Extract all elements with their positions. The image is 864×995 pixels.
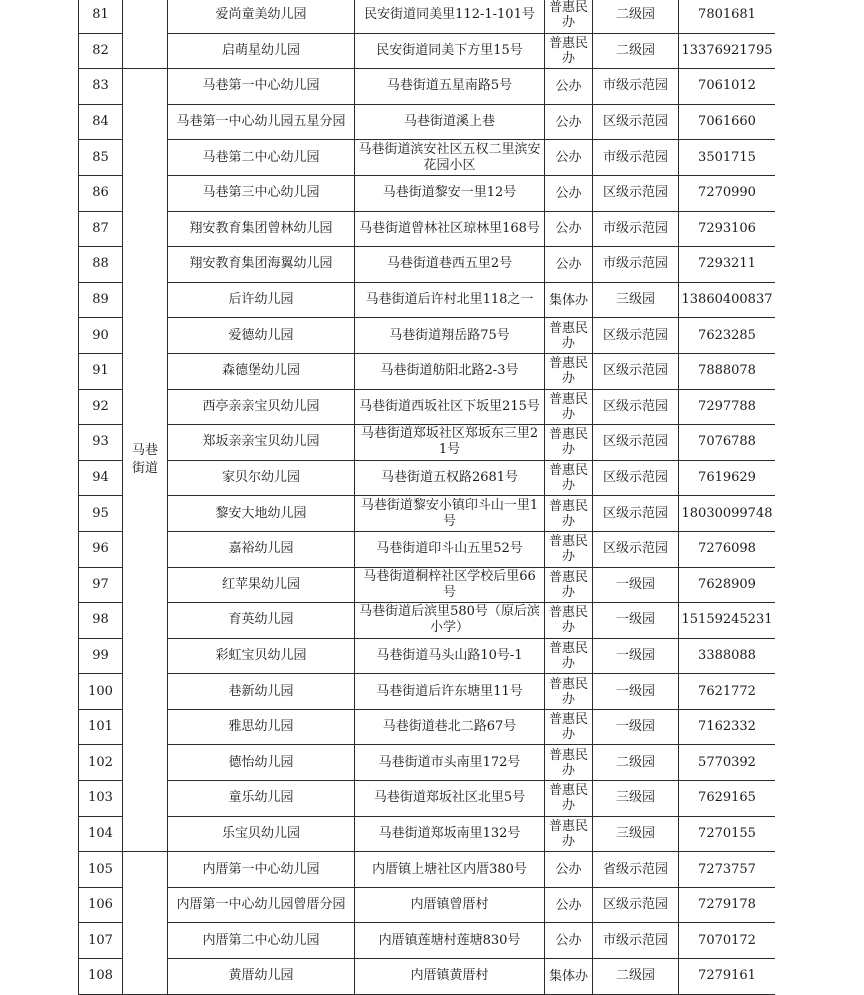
kindergarten-name: 马巷第一中心幼儿园五星分园 [168, 104, 355, 140]
kindergarten-address: 马巷街道郑坂社区北里5号 [355, 781, 545, 817]
kindergarten-name: 黄厝幼儿园 [168, 959, 355, 995]
kindergarten-level: 区级示范园 [593, 531, 679, 567]
phone-number: 7273757 [679, 852, 776, 888]
table-row [79, 674, 776, 710]
row-number: 95 [79, 496, 123, 532]
ownership-type: 公办 [545, 887, 593, 923]
kindergarten-name: 爱德幼儿园 [168, 318, 355, 354]
table-row [79, 318, 776, 354]
kindergarten-level: 区级示范园 [593, 887, 679, 923]
kindergarten-level: 一级园 [593, 603, 679, 639]
table-row [79, 104, 776, 140]
kindergarten-name: 乐宝贝幼儿园 [168, 816, 355, 852]
kindergarten-name: 巷新幼儿园 [168, 674, 355, 710]
ownership-type: 公办 [545, 852, 593, 888]
district-cell: 马巷街道 [123, 69, 168, 852]
row-number: 86 [79, 175, 123, 211]
ownership-type: 集体办 [545, 959, 593, 995]
table-row [79, 852, 776, 888]
kindergarten-level: 二级园 [593, 745, 679, 781]
kindergarten-name: 雅思幼儿园 [168, 709, 355, 745]
kindergarten-level: 区级示范园 [593, 175, 679, 211]
table-row [79, 638, 776, 674]
phone-number: 7629165 [679, 781, 776, 817]
phone-number: 15159245231 [679, 603, 776, 639]
table-row [79, 140, 776, 176]
kindergarten-address: 马巷街道黎安小镇印斗山一里1号 [355, 496, 545, 532]
table-row [79, 33, 776, 69]
phone-number: 7279161 [679, 959, 776, 995]
row-number: 97 [79, 567, 123, 603]
kindergarten-name: 嘉裕幼儿园 [168, 531, 355, 567]
table-row [79, 211, 776, 247]
phone-number: 3501715 [679, 140, 776, 176]
kindergarten-name: 森德堡幼儿园 [168, 353, 355, 389]
phone-number: 7628909 [679, 567, 776, 603]
table-row [79, 175, 776, 211]
district-cell [123, 852, 168, 994]
kindergarten-level: 区级示范园 [593, 425, 679, 461]
row-number: 92 [79, 389, 123, 425]
row-number: 108 [79, 959, 123, 995]
kindergarten-address: 内厝镇莲塘村莲塘830号 [355, 923, 545, 959]
kindergarten-name: 育英幼儿园 [168, 603, 355, 639]
table-row [79, 353, 776, 389]
kindergarten-name: 翔安教育集团海翼幼儿园 [168, 247, 355, 283]
ownership-type: 公办 [545, 69, 593, 105]
ownership-type: 公办 [545, 175, 593, 211]
kindergarten-address: 马巷街道后许村北里118之一 [355, 282, 545, 318]
table-body [79, 0, 776, 994]
kindergarten-address: 马巷街道黎安一里12号 [355, 175, 545, 211]
row-number: 81 [79, 0, 123, 33]
kindergarten-address: 马巷街道马头山路10号-1 [355, 638, 545, 674]
row-number: 85 [79, 140, 123, 176]
kindergarten-name: 内厝第二中心幼儿园 [168, 923, 355, 959]
phone-number: 7061012 [679, 69, 776, 105]
ownership-type: 普惠民办 [545, 709, 593, 745]
ownership-type: 普惠民办 [545, 531, 593, 567]
kindergarten-address: 马巷街道后许东塘里11号 [355, 674, 545, 710]
kindergarten-address: 马巷街道舫阳北路2-3号 [355, 353, 545, 389]
ownership-type: 普惠民办 [545, 745, 593, 781]
kindergarten-name: 德怡幼儿园 [168, 745, 355, 781]
table-row [79, 425, 776, 461]
kindergarten-name: 翔安教育集团曾林幼儿园 [168, 211, 355, 247]
kindergarten-address: 马巷街道五权路2681号 [355, 460, 545, 496]
kindergarten-level: 一级园 [593, 674, 679, 710]
table-row [79, 959, 776, 995]
kindergarten-level: 三级园 [593, 816, 679, 852]
row-number: 91 [79, 353, 123, 389]
kindergarten-address: 马巷街道后滨里580号（原后滨小学） [355, 603, 545, 639]
row-number: 99 [79, 638, 123, 674]
table-row [79, 567, 776, 603]
kindergarten-level: 市级示范园 [593, 69, 679, 105]
kindergarten-address: 内厝镇曾厝村 [355, 887, 545, 923]
kindergarten-name: 内厝第一中心幼儿园曾厝分园 [168, 887, 355, 923]
kindergarten-name: 后许幼儿园 [168, 282, 355, 318]
kindergarten-address: 马巷街道翔岳路75号 [355, 318, 545, 354]
kindergarten-address: 马巷街道溪上巷 [355, 104, 545, 140]
kindergarten-address: 马巷街道滨安社区五权二里滨安花园小区 [355, 140, 545, 176]
kindergarten-address: 民安街道同美里112-1-101号 [355, 0, 545, 33]
ownership-type: 普惠民办 [545, 496, 593, 532]
table-row [79, 247, 776, 283]
ownership-type: 普惠民办 [545, 781, 593, 817]
row-number: 107 [79, 923, 123, 959]
phone-number: 7070172 [679, 923, 776, 959]
kindergarten-address: 马巷街道巷北二路67号 [355, 709, 545, 745]
kindergarten-level: 一级园 [593, 567, 679, 603]
row-number: 84 [79, 104, 123, 140]
kindergarten-address: 民安街道同美下方里15号 [355, 33, 545, 69]
kindergarten-name: 启萌星幼儿园 [168, 33, 355, 69]
kindergarten-name: 红苹果幼儿园 [168, 567, 355, 603]
kindergarten-name: 黎安大地幼儿园 [168, 496, 355, 532]
kindergarten-level: 区级示范园 [593, 460, 679, 496]
phone-number: 7293106 [679, 211, 776, 247]
table-row [79, 282, 776, 318]
table-row [79, 531, 776, 567]
ownership-type: 普惠民办 [545, 353, 593, 389]
table-row [79, 496, 776, 532]
kindergarten-level: 区级示范园 [593, 353, 679, 389]
kindergarten-table [78, 0, 775, 995]
phone-number: 13860400837 [679, 282, 776, 318]
table-row [79, 0, 776, 33]
row-number: 98 [79, 603, 123, 639]
table-row [79, 389, 776, 425]
table-row [79, 816, 776, 852]
kindergarten-name: 内厝第一中心幼儿园 [168, 852, 355, 888]
table-row [79, 603, 776, 639]
kindergarten-address: 马巷街道曾林社区琼林里168号 [355, 211, 545, 247]
phone-number: 7621772 [679, 674, 776, 710]
kindergarten-address: 马巷街道市头南里172号 [355, 745, 545, 781]
row-number: 89 [79, 282, 123, 318]
table-row [79, 745, 776, 781]
kindergarten-level: 二级园 [593, 0, 679, 33]
ownership-type: 公办 [545, 923, 593, 959]
phone-number: 7619629 [679, 460, 776, 496]
table-page [78, 0, 775, 995]
phone-number: 7270155 [679, 816, 776, 852]
kindergarten-name: 彩虹宝贝幼儿园 [168, 638, 355, 674]
table-row [79, 781, 776, 817]
phone-number: 7270990 [679, 175, 776, 211]
kindergarten-name: 马巷第三中心幼儿园 [168, 175, 355, 211]
row-number: 101 [79, 709, 123, 745]
kindergarten-level: 区级示范园 [593, 318, 679, 354]
kindergarten-name: 爱尚童美幼儿园 [168, 0, 355, 33]
phone-number: 5770392 [679, 745, 776, 781]
kindergarten-address: 马巷街道郑坂南里132号 [355, 816, 545, 852]
row-number: 87 [79, 211, 123, 247]
kindergarten-name: 马巷第二中心幼儿园 [168, 140, 355, 176]
kindergarten-level: 一级园 [593, 638, 679, 674]
row-number: 105 [79, 852, 123, 888]
row-number: 102 [79, 745, 123, 781]
table-row [79, 923, 776, 959]
ownership-type: 普惠民办 [545, 425, 593, 461]
phone-number: 7623285 [679, 318, 776, 354]
kindergarten-level: 区级示范园 [593, 104, 679, 140]
table-row [79, 887, 776, 923]
row-number: 82 [79, 33, 123, 69]
district-cell [123, 0, 168, 69]
kindergarten-address: 马巷街道巷西五里2号 [355, 247, 545, 283]
phone-number: 7076788 [679, 425, 776, 461]
kindergarten-address: 马巷街道印斗山五里52号 [355, 531, 545, 567]
ownership-type: 公办 [545, 211, 593, 247]
ownership-type: 普惠民办 [545, 318, 593, 354]
kindergarten-address: 内厝镇黄厝村 [355, 959, 545, 995]
ownership-type: 普惠民办 [545, 0, 593, 33]
row-number: 106 [79, 887, 123, 923]
kindergarten-address: 内厝镇上塘社区内厝380号 [355, 852, 545, 888]
kindergarten-address: 马巷街道西坂社区下坂里215号 [355, 389, 545, 425]
kindergarten-name: 马巷第一中心幼儿园 [168, 69, 355, 105]
kindergarten-level: 市级示范园 [593, 247, 679, 283]
kindergarten-level: 三级园 [593, 781, 679, 817]
kindergarten-level: 市级示范园 [593, 140, 679, 176]
ownership-type: 普惠民办 [545, 638, 593, 674]
row-number: 83 [79, 69, 123, 105]
kindergarten-name: 郑坂亲亲宝贝幼儿园 [168, 425, 355, 461]
phone-number: 7801681 [679, 0, 776, 33]
kindergarten-level: 区级示范园 [593, 496, 679, 532]
ownership-type: 普惠民办 [545, 389, 593, 425]
ownership-type: 普惠民办 [545, 603, 593, 639]
kindergarten-level: 二级园 [593, 33, 679, 69]
phone-number: 7888078 [679, 353, 776, 389]
ownership-type: 公办 [545, 104, 593, 140]
phone-number: 7276098 [679, 531, 776, 567]
ownership-type: 普惠民办 [545, 674, 593, 710]
ownership-type: 普惠民办 [545, 816, 593, 852]
row-number: 96 [79, 531, 123, 567]
phone-number: 18030099748 [679, 496, 776, 532]
kindergarten-level: 二级园 [593, 959, 679, 995]
row-number: 90 [79, 318, 123, 354]
row-number: 93 [79, 425, 123, 461]
table-row [79, 709, 776, 745]
kindergarten-name: 童乐幼儿园 [168, 781, 355, 817]
phone-number: 7162332 [679, 709, 776, 745]
kindergarten-level: 一级园 [593, 709, 679, 745]
kindergarten-name: 西亭亲亲宝贝幼儿园 [168, 389, 355, 425]
phone-number: 7297788 [679, 389, 776, 425]
phone-number: 7061660 [679, 104, 776, 140]
kindergarten-level: 省级示范园 [593, 852, 679, 888]
phone-number: 13376921795 [679, 33, 776, 69]
ownership-type: 公办 [545, 247, 593, 283]
kindergarten-level: 区级示范园 [593, 389, 679, 425]
table-row [79, 460, 776, 496]
kindergarten-level: 三级园 [593, 282, 679, 318]
phone-number: 7293211 [679, 247, 776, 283]
row-number: 104 [79, 816, 123, 852]
ownership-type: 集体办 [545, 282, 593, 318]
kindergarten-address: 马巷街道五星南路5号 [355, 69, 545, 105]
phone-number: 3388088 [679, 638, 776, 674]
row-number: 103 [79, 781, 123, 817]
kindergarten-level: 市级示范园 [593, 923, 679, 959]
row-number: 100 [79, 674, 123, 710]
table-row [79, 69, 776, 105]
kindergarten-level: 市级示范园 [593, 211, 679, 247]
kindergarten-address: 马巷街道桐梓社区学校后里66号 [355, 567, 545, 603]
kindergarten-address: 马巷街道郑坂社区郑坂东三里21号 [355, 425, 545, 461]
row-number: 94 [79, 460, 123, 496]
ownership-type: 普惠民办 [545, 460, 593, 496]
row-number: 88 [79, 247, 123, 283]
ownership-type: 普惠民办 [545, 33, 593, 69]
phone-number: 7279178 [679, 887, 776, 923]
ownership-type: 公办 [545, 140, 593, 176]
ownership-type: 普惠民办 [545, 567, 593, 603]
kindergarten-name: 家贝尔幼儿园 [168, 460, 355, 496]
